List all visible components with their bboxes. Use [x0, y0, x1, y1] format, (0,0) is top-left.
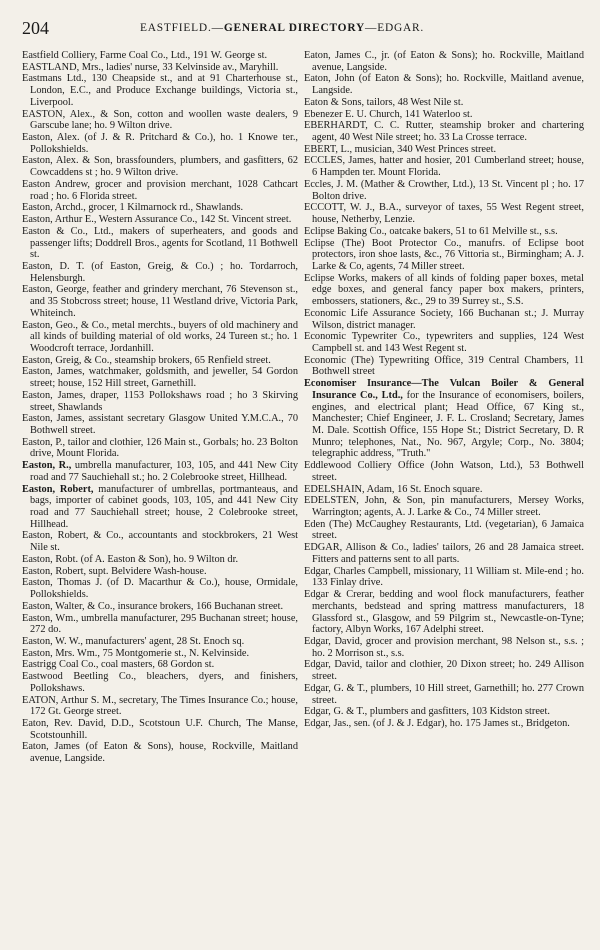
- entry-text: Eastmans Ltd., 130 Cheapside st., and at 91 Charterhouse st., London, E.C., and Produce Exchange buildings, Victoria st., Liverpool.: [22, 73, 298, 108]
- entry-text: ECCOTT, W. J., B.A., surveyor of taxes, 55 West Regent street, house, Netherby, Lenzie.: [304, 202, 584, 226]
- entry-text: Easton, Robert, supt. Belvidere Wash-house.: [22, 565, 207, 577]
- directory-entry: [304, 109, 584, 121]
- directory-entry: [304, 144, 584, 156]
- directory-entry: [22, 155, 298, 178]
- entry-text: EDGAR, Allison & Co., ladies' tailors, 26 and 28 Jamaica street. Fitters and patterns sent to all parts.: [304, 542, 584, 565]
- entry-text: Eaton, James (of Eaton & Sons), house, Rockville, Maitland avenue, Langside.: [22, 741, 298, 765]
- directory-entry: [22, 648, 298, 660]
- entry-text: Easton, James, draper, 1153 Pollokshaws road ; ho 3 Skirving street, Shawlands: [22, 389, 298, 413]
- directory-entry: [304, 566, 584, 589]
- directory-entry: [22, 718, 298, 741]
- directory-entry: [304, 542, 584, 565]
- entry-name-bold: Economiser Insurance—The Vulcan Boiler & General Insurance Co., Ltd.,: [304, 378, 584, 401]
- entry-text: Easton, James, watchmaker, goldsmith, and jeweller, 54 Gordon street; house, 152 Hill street, Garnethill.: [22, 366, 298, 390]
- entry-text: Easton, George, feather and grindery merchant, 76 Stevenson st., and 35 Stobcross street; house, 11 Westland drive, Victoria Park, Whiteinch.: [22, 284, 298, 319]
- entry-text: umbrella manufacturer, 103, 105, and 441 New City road and 77 Sauchiehall st.; ho. 2 Colebrooke street, Hillhead.: [30, 460, 298, 483]
- directory-entry: [304, 683, 584, 706]
- entry-text: Eclipse Works, makers of all kinds of folding paper boxes, metal edge boxes, and general fancy paper box makers, printers, embossers, stationers, &c., 29 to 39 Surrey st., S.S.: [304, 272, 584, 308]
- directory-entry: [304, 155, 584, 178]
- entry-text: Easton, Mrs. Wm., 75 Montgomerie st., N. Kelvinside.: [22, 647, 250, 659]
- entry-text: Easton, Walter, & Co., insurance brokers, 166 Buchanan street.: [22, 600, 284, 612]
- entry-text: Eccles, J. M. (Mather & Crowther, Ltd.), 13 St. Vincent pl ; ho. 17 Bolton drive.: [304, 178, 584, 202]
- directory-entry: [304, 636, 584, 659]
- entry-text: Easton, Robt. (of A. Easton & Son), ho. 9 Wilton dr.: [22, 553, 239, 565]
- entry-text: Eden (The) McCaughey Restaurants, Ltd. (vegetarian), 6 Jamaica street.: [304, 518, 584, 542]
- directory-entry: [22, 179, 298, 202]
- entry-text: Easton, Robert, & Co., accountants and stockbrokers, 21 West Nile st.: [22, 530, 298, 554]
- directory-entry: [22, 413, 298, 436]
- entry-text: EDELSTEN, John, & Son, pin manufacturers, Mersey Works, Warrington; agents, A. J. Larke & Co., 74 Miller street.: [304, 495, 584, 519]
- directory-entry: [22, 613, 298, 636]
- directory-entry: [22, 460, 298, 483]
- entry-text: Eaton & Sons, tailors, 48 West Nile st.: [304, 96, 464, 108]
- directory-entry: [304, 179, 584, 202]
- directory-entry: [22, 355, 298, 367]
- entry-text: Eaton, James C., jr. (of Eaton & Sons); ho. Rockville, Maitland avenue, Langside.: [304, 50, 584, 73]
- directory-entry: [304, 331, 584, 354]
- running-head-right: EDGAR.: [377, 22, 425, 34]
- entry-text: for the Insurance of economisers, boilers, engines, and electrical plant; Head Office, 67 King st., Manchester; Chief Engineer, J. F. L. Crosland; Secretary, James M. Dale. Scottish Office, 155 Hope St.; District Secretary, D. R Munro; telephones, Nat., No. 967, Argyle; Corp., No. 3804; telegraphic address, "Truth.": [312, 389, 585, 460]
- entry-text: Edgar, G. & T., plumbers and gasfitters, 103 Kidston street.: [304, 706, 550, 718]
- page-number: 204: [22, 18, 49, 38]
- entry-text: Easton, James, assistant secretary Glasgow United Y.M.C.A., 70 Bothwell street.: [22, 413, 298, 436]
- directory-entry: [304, 495, 584, 518]
- directory-entry: [304, 460, 584, 483]
- directory-entry: [22, 671, 298, 694]
- entry-text: Easton, Greig, & Co., steamship brokers, 65 Renfield street.: [22, 354, 271, 366]
- directory-entry: [22, 390, 298, 413]
- directory-entry: [22, 226, 298, 261]
- entry-text: Economic (The) Typewriting Office, 319 Central Chambers, 11 Bothwell street: [304, 354, 584, 378]
- entry-text: Eastrigg Coal Co., coal masters, 68 Gordon st.: [22, 659, 215, 671]
- directory-entry: [304, 355, 584, 378]
- directory-entry: [22, 601, 298, 613]
- entry-text: Easton Andrew, grocer and provision merchant, 1028 Cathcart road ; ho. 6 Florida street.: [22, 178, 298, 202]
- entry-text: Edgar, Charles Campbell, missionary, 11 William st. Mile-end ; ho. 133 Finlay drive.: [304, 565, 584, 589]
- entry-text: Eastwood Beetling Co., bleachers, dyers, and finishers, Pollokshaws.: [22, 671, 298, 694]
- directory-entry: [22, 530, 298, 553]
- directory-entry: [304, 519, 584, 542]
- entry-text: Edgar, David, tailor and clothier, 20 Dixon street; ho. 249 Allison street.: [304, 659, 584, 683]
- entry-text: Easton, P., tailor and clothier, 126 Main st., Gorbals; ho. 23 Bolton drive, Mount Florida.: [22, 436, 298, 460]
- directory-entry: [22, 73, 298, 108]
- directory-entry: [22, 366, 298, 389]
- entry-text: manufacturer of umbrellas, portmanteaus, and bags, importer of cabinet goods, 103, 105, and 441 New City road and 77 Sauchiehall street; house, 2 Colebrooke street, Hillhead.: [30, 483, 298, 530]
- entry-text: Easton, W. W., manufacturers' agent, 28 St. Enoch sq.: [22, 635, 245, 647]
- running-head-center: GENERAL DIRECTORY: [223, 22, 365, 34]
- entry-text: Eddlewood Colliery Office (John Watson, Ltd.), 53 Bothwell street.: [304, 460, 584, 483]
- directory-entry: [22, 50, 298, 62]
- directory-entry: [22, 214, 298, 226]
- entry-text: Economic Life Assurance Society, 166 Buchanan st.; J. Murray Wilson, district manager.: [304, 307, 584, 331]
- directory-entry: [304, 706, 584, 718]
- directory-entry: [22, 132, 298, 155]
- directory-entry: [304, 50, 584, 73]
- directory-entry: [304, 589, 584, 636]
- entry-text: Easton, Thomas J. (of D. Macarthur & Co.), house, Ormidale, Pollokshields.: [22, 577, 298, 601]
- directory-entry: [304, 120, 584, 143]
- directory-entry: [22, 202, 298, 214]
- directory-entry: [304, 73, 584, 96]
- entry-text: Easton, D. T. (of Easton, Greig, & Co.) ; ho. Tordarroch, Helensburgh.: [22, 260, 298, 284]
- entry-text: Edgar, G. & T., plumbers, 10 Hill street, Garnethill; ho. 277 Crown street.: [304, 682, 584, 706]
- directory-entry: [22, 554, 298, 566]
- entry-text: Easton & Co., Ltd., makers of superheaters, and goods and passenger lifts; Doddrell Bros., agents for Scotland, 11 Bothwell st.: [22, 225, 298, 261]
- entry-text: EDELSHAIN, Adam, 16 St. Enoch square.: [304, 483, 483, 495]
- entry-text: Easton, Wm., umbrella manufacturer, 295 Buchanan street; house, 272 do.: [22, 612, 298, 636]
- entry-text: Ebenezer E. U. Church, 141 Waterloo st.: [304, 108, 473, 120]
- entry-text: Easton, Alex. (of J. & R. Pritchard & Co.), ho. 1 Knowe ter., Pollokshields.: [22, 132, 298, 155]
- entry-text: Eaton, Rev. David, D.D., Scotstoun U.F. Church, The Manse, Scotstounhill.: [22, 717, 298, 741]
- directory-entry: [22, 261, 298, 284]
- directory-entry: [22, 741, 298, 764]
- right-column: [304, 50, 584, 730]
- directory-entry: [304, 238, 584, 273]
- directory-entry: [22, 62, 298, 74]
- directory-entry: [22, 636, 298, 648]
- entry-text: Eclipse Baking Co., oatcake bakers, 51 to 61 Melville st., s.s.: [304, 225, 558, 237]
- directory-entry: [304, 226, 584, 238]
- entry-text: Easton, Archd., grocer, 1 Kilmarnock rd., Shawlands.: [22, 202, 244, 214]
- directory-entry: [304, 273, 584, 308]
- entry-text: Eclipse (The) Boot Protector Co., manufrs. of Eclipse boot protectors, iron shoe lasts, &c., 76 Vittoria st., Birmingham; A. J. Larke & Co, agents, 74 Miller street.: [304, 237, 584, 272]
- entry-name-bold: Easton, Robert,: [22, 483, 94, 495]
- directory-entry: [304, 718, 584, 730]
- entry-name-bold: Easton, R.,: [22, 460, 72, 472]
- page-header: [22, 18, 582, 44]
- entry-text: Eaton, John (of Eaton & Sons); ho. Rockville, Maitland avenue, Langside.: [304, 73, 584, 97]
- directory-entry: [304, 484, 584, 496]
- directory-entry: [22, 284, 298, 319]
- left-column: [22, 50, 298, 765]
- entry-text: Easton, Geo., & Co., metal merchts., buyers of old machinery and all kinds of building material of old works, 24 Tureen st.; ho. 1 Woodcroft terrace, Jordanhill.: [22, 319, 298, 354]
- entry-text: EBERHARDT, C. C. Rutter, steamship broker and chartering agent, 40 West Nile street; ho. 33 La Crosse terrace.: [304, 120, 584, 144]
- entry-text: Edgar, Jas., sen. (of J. & J. Edgar), ho. 175 James st., Bridgeton.: [304, 717, 570, 729]
- directory-entry: [22, 659, 298, 671]
- entry-text: Economic Typewriter Co., typewriters and supplies, 124 West Campbell st. and 143 West Regent st.: [304, 331, 584, 354]
- directory-entry: [22, 566, 298, 578]
- entry-text: EASTON, Alex., & Son, cotton and woollen waste dealers, 9 Garscube lane; ho. 9 Wilton drive.: [22, 108, 298, 132]
- entry-text: ECCLES, James, hatter and hosier, 201 Cumberland street; house, 6 Hampden ter. Mount Florida.: [304, 155, 584, 179]
- entry-text: EBERT, L., musician, 340 West Princes street.: [304, 143, 497, 155]
- entry-text: Edgar & Crerar, bedding and wool flock manufacturers, feather merchants, bedstead and spring mattress manufacturers, 18 Glassford st., Glasgow, and 59 Pilgrim st., Newcastle-on-Tyne; factory, Albyn Works, 167 Adelphi street.: [304, 589, 584, 636]
- entry-text: Eastfield Colliery, Farme Coal Co., Ltd., 191 W. George st.: [22, 50, 268, 61]
- entry-text: Easton, Arthur E., Western Assurance Co., 142 St. Vincent street.: [22, 214, 292, 226]
- entry-text: EASTLAND, Mrs., ladies' nurse, 33 Kelvinside av., Maryhill.: [22, 61, 279, 73]
- directory-entry: [22, 109, 298, 132]
- entry-text: Easton, Alex. & Son, brassfounders, plumbers, and gasfitters, 62 Cowcaddens st ; ho. 9 Wilton drive.: [22, 155, 298, 179]
- directory-entry: [304, 308, 584, 331]
- entry-text: Edgar, David, grocer and provision merchant, 98 Nelson st., s.s. ; ho. 2 Morrison st., s.s.: [304, 635, 584, 659]
- directory-entry: [22, 320, 298, 355]
- entry-text: EATON, Arthur S. M., secretary, The Times Insurance Co.; house, 172 Gt. George street.: [22, 694, 298, 718]
- running-head-left: EASTFIELD.: [140, 22, 212, 34]
- directory-entry: [22, 695, 298, 718]
- directory-entry: [304, 659, 584, 682]
- directory-entry: [22, 484, 298, 531]
- directory-entry: [304, 202, 584, 225]
- directory-entry: [304, 97, 584, 109]
- directory-entry: [304, 378, 584, 460]
- directory-entry: [22, 437, 298, 460]
- running-head: EASTFIELD.—GENERAL DIRECTORY—EDGAR.: [140, 22, 425, 34]
- directory-entry: [22, 577, 298, 600]
